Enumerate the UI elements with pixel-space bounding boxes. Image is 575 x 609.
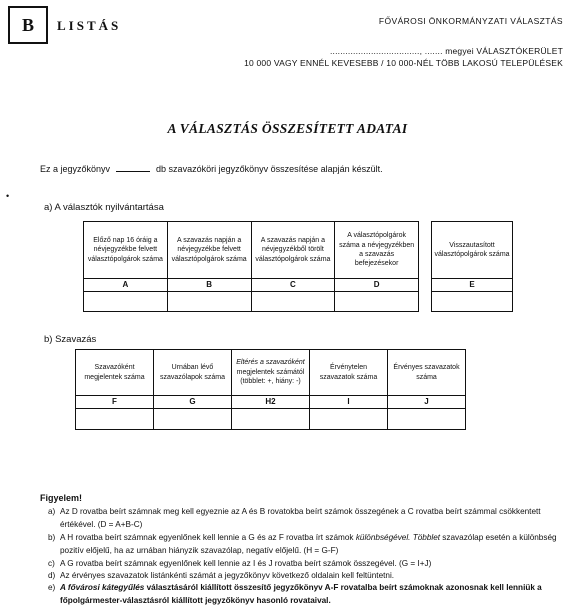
column-h2-header-text: megjelentek számától (többlet: +, hiány: -) [236, 368, 305, 386]
rejected-voters-table [431, 221, 513, 312]
intro-text-before: Ez a jegyzőkönyv [40, 164, 111, 174]
note-b [48, 532, 564, 557]
column-e-header: Visszautasított választópolgárok száma [432, 222, 513, 279]
column-a-value-cell[interactable] [84, 292, 168, 312]
note-text: választásáról kiállított összesítő jegyzőkönyv A-F rovatalba beírt számoknak azonosnak kell lenniük a főpolgármester-választásról kiállított jegyzőkönyv hasonló rovataival. [60, 583, 542, 605]
column-g-value-cell[interactable] [154, 409, 232, 430]
column-a-letter: A [84, 279, 168, 292]
note-e [48, 582, 564, 607]
column-i-letter: I [310, 396, 388, 409]
column-h2-header [232, 350, 310, 396]
settlement-size-line: 10 000 VAGY ENNÉL KEVESEBB / 10 000-NÉL TÖBB LAKOSÚ TELEPÜLÉSEK [244, 58, 563, 68]
column-j-header: Érvényes szavazatok száma [388, 350, 466, 396]
note-a [48, 506, 564, 531]
constituency-line: ..................................., ....... megyei VÁLASZTÓKERÜLET [329, 46, 563, 56]
list-type-badge: B [8, 6, 48, 44]
column-e-value-cell[interactable] [432, 292, 513, 312]
column-i-header: Érvénytelen szavazatok száma [310, 350, 388, 396]
column-b-header: A szavazás napján a névjegyzékbe felvett választópolgárok száma [167, 222, 251, 279]
note-marker: e) [48, 583, 56, 592]
column-h2-header-italic: Eltérés a szavazóként [236, 359, 305, 367]
voting-table [75, 349, 466, 430]
column-b-letter: B [167, 279, 251, 292]
column-h2-letter: H2 [232, 396, 310, 409]
column-d-header: A választópolgárok száma a névjegyzékben a szavazás befejezésekor [335, 222, 419, 279]
note-marker: a) [48, 507, 56, 516]
column-j-letter: J [388, 396, 466, 409]
intro-line [40, 164, 383, 174]
column-g-header: Urnában lévő szavazólapok száma [154, 350, 232, 396]
note-marker: c) [48, 559, 55, 568]
bullet-mark: • [6, 191, 10, 201]
note-text-italic: A fővárosi kátegyűlés [60, 583, 145, 592]
election-type: FŐVÁROSI ÖNKORMÁNYZATI VÁLASZTÁS [378, 16, 563, 26]
note-text: A H rovatba beírt számnak egyenlőnek kell lennie a G és az F rovatba írt számok [60, 533, 356, 542]
note-text: szavazólap esetén a különbség pozitív előjelű, ha az urnában hiányzik szavazólap, negatív előjelű. (H = G-F) [60, 533, 557, 555]
note-marker: d) [48, 571, 56, 580]
column-f-letter: F [76, 396, 154, 409]
note-text: Az D rovatba beírt számnak meg kell egyeznie az A és B rovatokba beírt számok összegének a C rovatba beírt számmal csökkentett értékével. (D = A+B-C) [60, 507, 541, 529]
column-d-letter: D [335, 279, 419, 292]
note-c [48, 558, 564, 571]
column-g-letter: G [154, 396, 232, 409]
note-text: Az érvényes szavazatok listánkénti számát a jegyzőkönyv következő oldalain kell feltüntetni. [60, 571, 395, 580]
note-text-italic: különbségével. Többlet [355, 533, 441, 542]
intro-text-after: db szavazóköri jegyzőkönyv összesítése alapján készült. [156, 164, 383, 174]
page-title: A VÁLASZTÁS ÖSSZESÍTETT ADATAI [167, 121, 408, 136]
column-i-value-cell[interactable] [310, 409, 388, 430]
column-c-header: A szavazás napján a névjegyzékből törölt választópolgárok száma [251, 222, 335, 279]
column-b-value-cell[interactable] [167, 292, 251, 312]
voters-registry-table [83, 221, 419, 312]
note-d [48, 570, 564, 583]
notes-heading: Figyelem! [40, 493, 83, 503]
list-label: LISTÁS [57, 18, 122, 33]
section-a-heading: a) A választók nyilvántartása [44, 202, 164, 213]
column-a-header: Előző nap 16 óráig a névjegyzékbe felvett választópolgárok száma [84, 222, 168, 279]
column-h2-value-cell[interactable] [232, 409, 310, 430]
section-b-heading: b) Szavazás [44, 334, 97, 345]
column-f-value-cell[interactable] [76, 409, 154, 430]
column-c-value-cell[interactable] [251, 292, 335, 312]
column-c-letter: C [251, 279, 335, 292]
note-text: A G rovatba beírt számnak egyenlőnek kell lennie az I és J rovatba beírt számok összegével. (G = I+J) [60, 559, 432, 568]
column-d-value-cell[interactable] [335, 292, 419, 312]
column-f-header: Szavazóként megjelentek száma [76, 350, 154, 396]
count-blank[interactable] [116, 171, 150, 172]
note-marker: b) [48, 533, 56, 542]
column-j-value-cell[interactable] [388, 409, 466, 430]
column-e-letter: E [432, 279, 513, 292]
